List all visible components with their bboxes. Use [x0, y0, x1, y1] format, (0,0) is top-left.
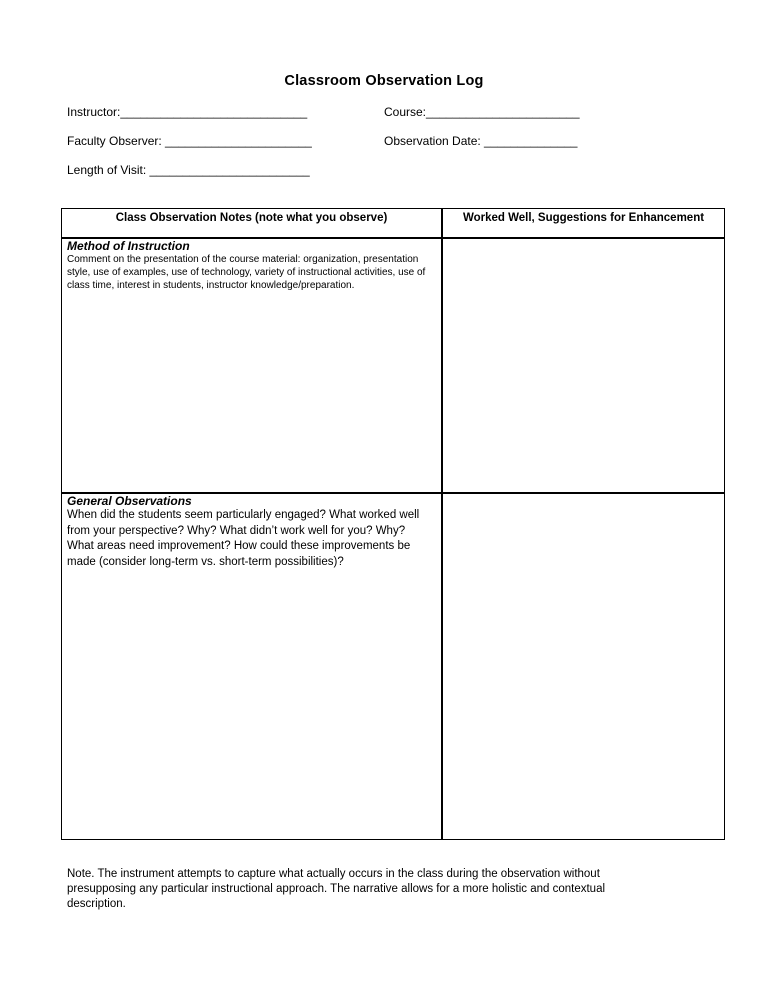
- column-header-suggestions: Worked Well, Suggestions for Enhancement: [462, 212, 705, 224]
- course-field: Course:_______________________: [384, 105, 580, 119]
- section-body: Comment on the presentation of the course material: organization, presentation style, use of examples, use of technology, variety of instructional activities, use of class time, interest in students, instructor knowledge/preparation.: [67, 254, 426, 291]
- section-title: General Observations: [67, 494, 192, 508]
- general-observations-section: [67, 494, 432, 570]
- instructor-field: Instructor:____________________________: [67, 105, 308, 119]
- method-of-instruction-section: [67, 239, 432, 292]
- footnote: Note. The instrument attempts to capture what actually occurs in the class during the observation without presupposing any particular instructional approach. The narrative allows for a more holistic and contextual description.: [67, 868, 606, 910]
- observation-table: [61, 208, 725, 840]
- section-body: When did the students seem particularly engaged? What worked well from your perspective? Why? What didn’t work well for you? Why? What areas need improvement? How could these improvements be made (consider long-term vs. short-term possibilities)?: [67, 509, 420, 568]
- page-title: Classroom Observation Log: [284, 73, 484, 89]
- faculty-observer-field: Faculty Observer: ______________________: [67, 134, 312, 148]
- column-divider: [441, 209, 443, 839]
- section-title: Method of Instruction: [67, 239, 190, 253]
- observation-date-field: Observation Date: ______________: [384, 134, 578, 148]
- length-of-visit-field: Length of Visit: ________________________: [67, 163, 310, 177]
- column-header-notes: Class Observation Notes (note what you observe): [115, 212, 388, 224]
